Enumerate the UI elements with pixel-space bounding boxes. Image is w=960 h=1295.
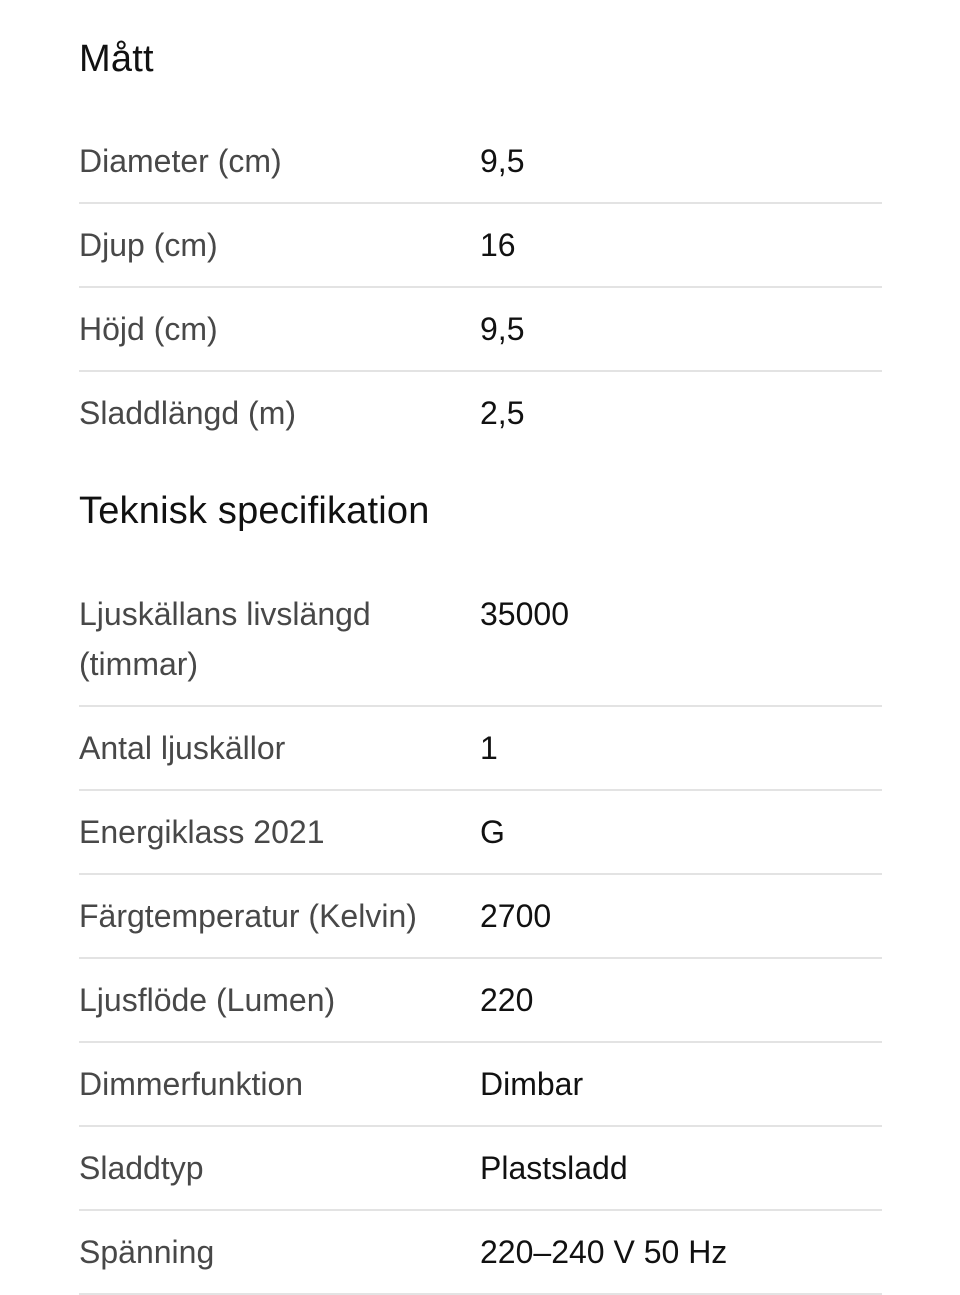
spec-value: 35000 — [480, 596, 569, 632]
spec-row — [79, 791, 882, 875]
spec-label: Sladdtyp — [79, 1150, 204, 1186]
spec-value: 16 — [480, 227, 516, 263]
spec-value: 220–240 V 50 Hz — [480, 1234, 728, 1270]
spec-table-teknisk-specifikation — [79, 573, 882, 1295]
spec-row — [79, 959, 882, 1043]
spec-value: 1 — [480, 730, 498, 766]
spec-value: Dimbar — [480, 1066, 584, 1102]
spec-label: Ljusflöde (Lumen) — [79, 982, 336, 1018]
spec-value: 9,5 — [480, 143, 525, 179]
spec-row — [79, 875, 882, 959]
spec-value: 2,5 — [480, 395, 525, 431]
spec-row — [79, 204, 882, 288]
spec-label: Höjd (cm) — [79, 311, 218, 347]
spec-value: Plastsladd — [480, 1150, 628, 1186]
spec-row — [79, 120, 882, 204]
spec-label: Diameter (cm) — [79, 143, 282, 179]
spec-table-matt — [79, 120, 882, 454]
spec-row — [79, 707, 882, 791]
spec-label: Sladdlängd (m) — [79, 395, 296, 431]
spec-label: Ljuskällans livslängd (timmar) — [79, 596, 371, 682]
spec-label: Färgtemperatur (Kelvin) — [79, 898, 417, 934]
spec-row — [79, 288, 882, 372]
spec-row — [79, 1127, 882, 1211]
spec-value: 220 — [480, 982, 534, 1018]
spec-row — [79, 1043, 882, 1127]
spec-label: Dimmerfunktion — [79, 1066, 304, 1102]
spec-row — [79, 372, 882, 454]
spec-label: Energiklass 2021 — [79, 814, 325, 850]
spec-label: Djup (cm) — [79, 227, 218, 263]
section-title-teknisk-specifikation: Teknisk specifikation — [79, 490, 430, 532]
spec-row — [79, 1211, 882, 1295]
spec-label: Spänning — [79, 1234, 215, 1270]
spec-value: 9,5 — [480, 311, 525, 347]
spec-row — [79, 573, 882, 707]
spec-label: Antal ljuskällor — [79, 730, 286, 766]
spec-value: G — [480, 814, 505, 850]
section-title-matt: Mått — [79, 38, 154, 80]
spec-value: 2700 — [480, 898, 552, 934]
